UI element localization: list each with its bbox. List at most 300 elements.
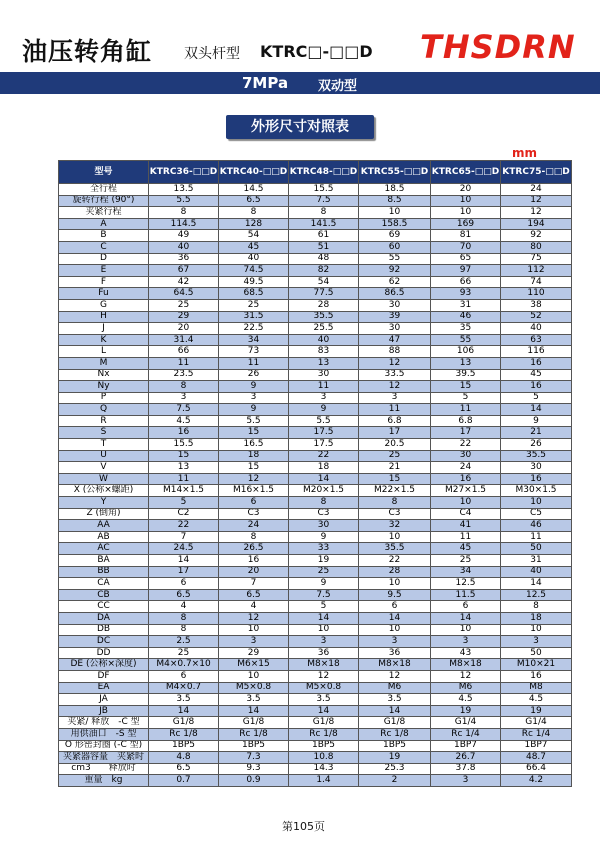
table-cell: 114.5 (149, 218, 219, 230)
table-cell: 26 (219, 369, 289, 381)
table-cell: 5 (149, 497, 219, 509)
table-cell: 45 (219, 241, 289, 253)
action-type-label: 双动型 (318, 79, 358, 94)
table-row (59, 334, 572, 346)
table-cell: 11 (431, 531, 501, 543)
table-cell: 26 (501, 439, 572, 451)
table-cell: 12 (501, 195, 572, 207)
table-cell: 61 (289, 230, 359, 242)
table-row (59, 578, 572, 590)
table-cell: G1/8 (219, 717, 289, 729)
table-cell: 10 (359, 624, 431, 636)
table-cell: 7 (219, 578, 289, 590)
table-cell: 9 (289, 578, 359, 590)
row-label: P (59, 392, 149, 404)
row-label: V (59, 462, 149, 474)
table-cell: 92 (359, 265, 431, 277)
table-cell: Rc 1/4 (501, 728, 572, 740)
table-cell: 110 (501, 288, 572, 300)
dimension-table (58, 160, 572, 787)
table-row (59, 763, 572, 775)
row-label: CA (59, 578, 149, 590)
brand-logo: THSDRN (420, 28, 576, 66)
table-cell: 8 (289, 207, 359, 219)
table-row (59, 381, 572, 393)
table-cell: 16 (501, 357, 572, 369)
table-cell: 20 (219, 566, 289, 578)
table-cell: 33 (289, 543, 359, 555)
table-cell: 18 (289, 462, 359, 474)
table-cell: 62 (359, 276, 431, 288)
table-cell: 3 (359, 392, 431, 404)
table-cell: 14 (501, 404, 572, 416)
row-label: A (59, 218, 149, 230)
table-cell: 16 (501, 473, 572, 485)
table-cell: 30 (431, 450, 501, 462)
table-cell: 24 (431, 462, 501, 474)
table-row (59, 659, 572, 671)
row-label: 夹紧器容量 夹紧时 (59, 752, 149, 764)
table-cell: 12 (359, 357, 431, 369)
table-cell: 40 (501, 566, 572, 578)
table-row (59, 485, 572, 497)
table-cell: 83 (289, 346, 359, 358)
row-label: T (59, 439, 149, 451)
table-cell: 30 (359, 299, 431, 311)
table-cell: 16 (501, 381, 572, 393)
table-cell: 9 (501, 415, 572, 427)
table-cell: 6.5 (219, 195, 289, 207)
table-cell: 12 (501, 207, 572, 219)
table-cell: 9 (219, 381, 289, 393)
table-row (59, 265, 572, 277)
table-cell: 50 (501, 647, 572, 659)
table-cell: 16 (219, 555, 289, 567)
table-row (59, 207, 572, 219)
table-cell: Rc 1/8 (219, 728, 289, 740)
table-cell: 8 (289, 497, 359, 509)
row-label: AC (59, 543, 149, 555)
table-cell: 8 (219, 207, 289, 219)
table-row (59, 647, 572, 659)
table-cell: 25 (431, 555, 501, 567)
table-row (59, 415, 572, 427)
table-cell: 3 (219, 392, 289, 404)
table-cell: 17 (431, 427, 501, 439)
table-cell: 15 (219, 462, 289, 474)
row-label: JA (59, 694, 149, 706)
table-cell: 7.3 (219, 752, 289, 764)
table-cell: 5 (501, 392, 572, 404)
table-row (59, 694, 572, 706)
table-cell: M5×0.8 (289, 682, 359, 694)
table-cell: 65 (431, 253, 501, 265)
row-label: BB (59, 566, 149, 578)
table-row (59, 612, 572, 624)
table-cell: 14 (359, 612, 431, 624)
table-cell: 17 (359, 427, 431, 439)
table-cell: 16 (431, 473, 501, 485)
table-cell: 23.5 (149, 369, 219, 381)
table-cell: 8 (149, 612, 219, 624)
table-cell: 40 (219, 253, 289, 265)
table-cell: 194 (501, 218, 572, 230)
table-cell: 13 (289, 357, 359, 369)
table-cell: 11 (149, 473, 219, 485)
row-label: C (59, 241, 149, 253)
table-cell: 26.7 (431, 752, 501, 764)
table-cell: 14.3 (289, 763, 359, 775)
table-cell: 10 (431, 207, 501, 219)
row-label: AB (59, 531, 149, 543)
row-label: U (59, 450, 149, 462)
table-cell: 8 (501, 601, 572, 613)
table-cell: 48 (289, 253, 359, 265)
table-cell: 20 (149, 323, 219, 335)
table-row (59, 508, 572, 520)
table-cell: 45 (431, 543, 501, 555)
product-title: 油压转角缸 (22, 37, 153, 66)
table-cell: 68.5 (219, 288, 289, 300)
table-cell: 18 (501, 612, 572, 624)
table-cell: M27×1.5 (431, 485, 501, 497)
table-cell: M20×1.5 (289, 485, 359, 497)
table-row (59, 705, 572, 717)
table-cell: 15 (359, 473, 431, 485)
table-cell: 3.5 (359, 694, 431, 706)
table-cell: 18.5 (359, 184, 431, 196)
table-cell: 158.5 (359, 218, 431, 230)
table-row (59, 601, 572, 613)
table-row (59, 682, 572, 694)
row-label: DC (59, 636, 149, 648)
table-cell: 1BP7 (501, 740, 572, 752)
table-cell: 141.5 (289, 218, 359, 230)
table-cell: 50 (501, 543, 572, 555)
section-title: 外形尺寸对照表 (226, 115, 374, 139)
table-cell: 3 (431, 636, 501, 648)
table-row (59, 392, 572, 404)
table-cell: C3 (219, 508, 289, 520)
table-cell: 35.5 (289, 311, 359, 323)
column-header: KTRC75-□□D (501, 161, 572, 184)
table-cell: 8 (219, 531, 289, 543)
table-cell: 7.5 (149, 404, 219, 416)
table-cell: 35 (431, 323, 501, 335)
pressure-label: 7MPa (242, 74, 289, 92)
table-row (59, 427, 572, 439)
table-cell: 8 (359, 497, 431, 509)
table-cell: 17.5 (289, 427, 359, 439)
table-cell: 24.5 (149, 543, 219, 555)
table-cell: M6×15 (219, 659, 289, 671)
table-cell: 55 (431, 334, 501, 346)
row-label: D (59, 253, 149, 265)
table-cell: M6 (359, 682, 431, 694)
table-cell: 28 (359, 566, 431, 578)
table-cell: 74.5 (219, 265, 289, 277)
table-cell: 40 (149, 241, 219, 253)
table-cell: 21 (359, 462, 431, 474)
table-cell: 88 (359, 346, 431, 358)
row-label: cm3 释放时 (59, 763, 149, 775)
table-cell: 36 (289, 647, 359, 659)
table-cell: 35.5 (501, 450, 572, 462)
table-cell: 14 (289, 473, 359, 485)
table-cell: 4 (219, 601, 289, 613)
table-cell: 31.5 (219, 311, 289, 323)
table-cell: Rc 1/8 (289, 728, 359, 740)
table-cell: 52 (501, 311, 572, 323)
table-row (59, 357, 572, 369)
table-row (59, 670, 572, 682)
row-label: DD (59, 647, 149, 659)
table-cell: 8.5 (359, 195, 431, 207)
table-row (59, 404, 572, 416)
table-cell: 12.5 (501, 589, 572, 601)
table-cell: 49.5 (219, 276, 289, 288)
table-cell: C5 (501, 508, 572, 520)
table-cell: 20 (431, 184, 501, 196)
table-cell: C3 (359, 508, 431, 520)
row-label: Z (倒角) (59, 508, 149, 520)
table-cell: 5.5 (219, 415, 289, 427)
table-cell: 31 (431, 299, 501, 311)
table-cell: 10 (359, 578, 431, 590)
table-cell: 22 (149, 520, 219, 532)
table-cell: 36 (149, 253, 219, 265)
row-label: G (59, 299, 149, 311)
table-cell: 13 (149, 462, 219, 474)
table-cell: 3 (219, 636, 289, 648)
table-cell: 15 (219, 427, 289, 439)
table-cell: 66.4 (501, 763, 572, 775)
row-label: 夹紧/ 释放 -C 型 (59, 717, 149, 729)
table-cell: 4.8 (149, 752, 219, 764)
row-label: CC (59, 601, 149, 613)
table-cell: 2 (359, 775, 431, 787)
table-row (59, 450, 572, 462)
table-cell: 24 (219, 520, 289, 532)
table-cell: 12 (431, 670, 501, 682)
table-cell: 81 (431, 230, 501, 242)
table-cell: 116 (501, 346, 572, 358)
table-cell: 38 (501, 299, 572, 311)
row-label: 旋转行程 (90°) (59, 195, 149, 207)
table-cell: 63 (501, 334, 572, 346)
table-cell: 73 (219, 346, 289, 358)
table-cell: 86.5 (359, 288, 431, 300)
table-cell: C3 (289, 508, 359, 520)
table-cell: 4 (149, 601, 219, 613)
row-label: E (59, 265, 149, 277)
table-cell: 30 (359, 323, 431, 335)
row-label: S (59, 427, 149, 439)
table-row (59, 323, 572, 335)
table-cell: 19 (431, 705, 501, 717)
table-cell: 12.5 (431, 578, 501, 590)
row-label: Ny (59, 381, 149, 393)
table-cell: 36 (359, 647, 431, 659)
table-row (59, 566, 572, 578)
table-row (59, 497, 572, 509)
row-label: R (59, 415, 149, 427)
table-cell: 25 (149, 299, 219, 311)
table-cell: 51 (289, 241, 359, 253)
table-cell: M8 (501, 682, 572, 694)
table-cell: 14 (219, 705, 289, 717)
table-cell: 70 (431, 241, 501, 253)
table-cell: 31 (501, 555, 572, 567)
table-cell: 93 (431, 288, 501, 300)
table-cell: 97 (431, 265, 501, 277)
table-cell: 128 (219, 218, 289, 230)
table-cell: 19 (359, 752, 431, 764)
table-cell: 5.5 (149, 195, 219, 207)
table-cell: 29 (219, 647, 289, 659)
table-cell: 11 (289, 381, 359, 393)
table-cell: 67 (149, 265, 219, 277)
row-label: B (59, 230, 149, 242)
unit-label: mm (512, 146, 538, 160)
table-cell: 15.5 (289, 184, 359, 196)
table-cell: 2.5 (149, 636, 219, 648)
row-label: F (59, 276, 149, 288)
table-cell: 25.5 (289, 323, 359, 335)
table-cell: M16×1.5 (219, 485, 289, 497)
column-header: KTRC36-□□D (149, 161, 219, 184)
row-label: Nx (59, 369, 149, 381)
table-cell: 60 (359, 241, 431, 253)
table-cell: 12 (219, 612, 289, 624)
table-cell: 21 (501, 427, 572, 439)
table-cell: 25 (359, 450, 431, 462)
row-label: DB (59, 624, 149, 636)
table-cell: 5.5 (289, 415, 359, 427)
table-cell: 9 (219, 404, 289, 416)
row-label: X (公称×螺距) (59, 485, 149, 497)
table-cell: 112 (501, 265, 572, 277)
row-label: Y (59, 497, 149, 509)
table-cell: 17 (149, 566, 219, 578)
row-label: DA (59, 612, 149, 624)
table-row (59, 531, 572, 543)
table-cell: G1/8 (289, 717, 359, 729)
table-cell: M30×1.5 (501, 485, 572, 497)
row-label: 全行程 (59, 184, 149, 196)
table-cell: 1BP5 (359, 740, 431, 752)
table-cell: 5 (431, 392, 501, 404)
table-cell: 17.5 (289, 439, 359, 451)
table-cell: 34 (219, 334, 289, 346)
table-cell: 11 (219, 357, 289, 369)
page-header (0, 0, 600, 72)
table-cell: 19 (501, 705, 572, 717)
table-cell: 6 (219, 497, 289, 509)
table-cell: 77.5 (289, 288, 359, 300)
table-cell: 7.5 (289, 195, 359, 207)
table-cell: 6.5 (149, 763, 219, 775)
table-cell: 30 (289, 520, 359, 532)
table-cell: 20.5 (359, 439, 431, 451)
table-cell: 6 (149, 670, 219, 682)
table-cell: 15 (431, 381, 501, 393)
table-cell: M4×0.7 (149, 682, 219, 694)
table-cell: 6.5 (219, 589, 289, 601)
row-label: L (59, 346, 149, 358)
table-cell: 4.5 (501, 694, 572, 706)
table-cell: 106 (431, 346, 501, 358)
table-cell: 10 (501, 624, 572, 636)
table-cell: 0.9 (219, 775, 289, 787)
table-cell: Rc 1/4 (431, 728, 501, 740)
table-cell: 1BP5 (149, 740, 219, 752)
table-cell: M14×1.5 (149, 485, 219, 497)
table-cell: 8 (149, 381, 219, 393)
row-label: BA (59, 555, 149, 567)
table-cell: 32 (359, 520, 431, 532)
table-cell: 1BP5 (219, 740, 289, 752)
table-header-row (59, 161, 572, 184)
table-cell: 41 (431, 520, 501, 532)
row-label: 重量 kg (59, 775, 149, 787)
table-cell: M22×1.5 (359, 485, 431, 497)
table-cell: 39 (359, 311, 431, 323)
table-cell: 8 (149, 624, 219, 636)
table-cell: 11 (501, 531, 572, 543)
table-row (59, 473, 572, 485)
table-row (59, 230, 572, 242)
table-cell: 10 (431, 497, 501, 509)
table-cell: 3 (289, 636, 359, 648)
table-cell: 4.2 (501, 775, 572, 787)
spec-bar (0, 72, 600, 94)
table-row (59, 717, 572, 729)
table-cell: M8×18 (289, 659, 359, 671)
table-cell: 18 (219, 450, 289, 462)
table-cell: 1.4 (289, 775, 359, 787)
table-cell: 6 (149, 578, 219, 590)
table-cell: C2 (149, 508, 219, 520)
table-cell: 9 (289, 531, 359, 543)
table-cell: 25 (219, 299, 289, 311)
table-row (59, 543, 572, 555)
table-cell: 1BP7 (431, 740, 501, 752)
table-cell: 14 (289, 612, 359, 624)
table-cell: 22 (289, 450, 359, 462)
table-cell: 55 (359, 253, 431, 265)
table-cell: 11 (149, 357, 219, 369)
table-cell: M8×18 (431, 659, 501, 671)
table-cell: 48.7 (501, 752, 572, 764)
table-cell: 80 (501, 241, 572, 253)
table-row (59, 462, 572, 474)
table-cell: Rc 1/8 (149, 728, 219, 740)
page-number: 第105页 (282, 820, 325, 833)
table-cell: 10 (431, 624, 501, 636)
table-cell: 82 (289, 265, 359, 277)
table-cell: 3 (431, 775, 501, 787)
table-cell: 64.5 (149, 288, 219, 300)
table-cell: 11 (359, 404, 431, 416)
table-cell: 14 (359, 705, 431, 717)
table-cell: 8 (149, 207, 219, 219)
table-cell: M6 (431, 682, 501, 694)
table-cell: 34 (431, 566, 501, 578)
table-row (59, 775, 572, 787)
column-header: KTRC55-□□D (359, 161, 431, 184)
row-label: DF (59, 670, 149, 682)
